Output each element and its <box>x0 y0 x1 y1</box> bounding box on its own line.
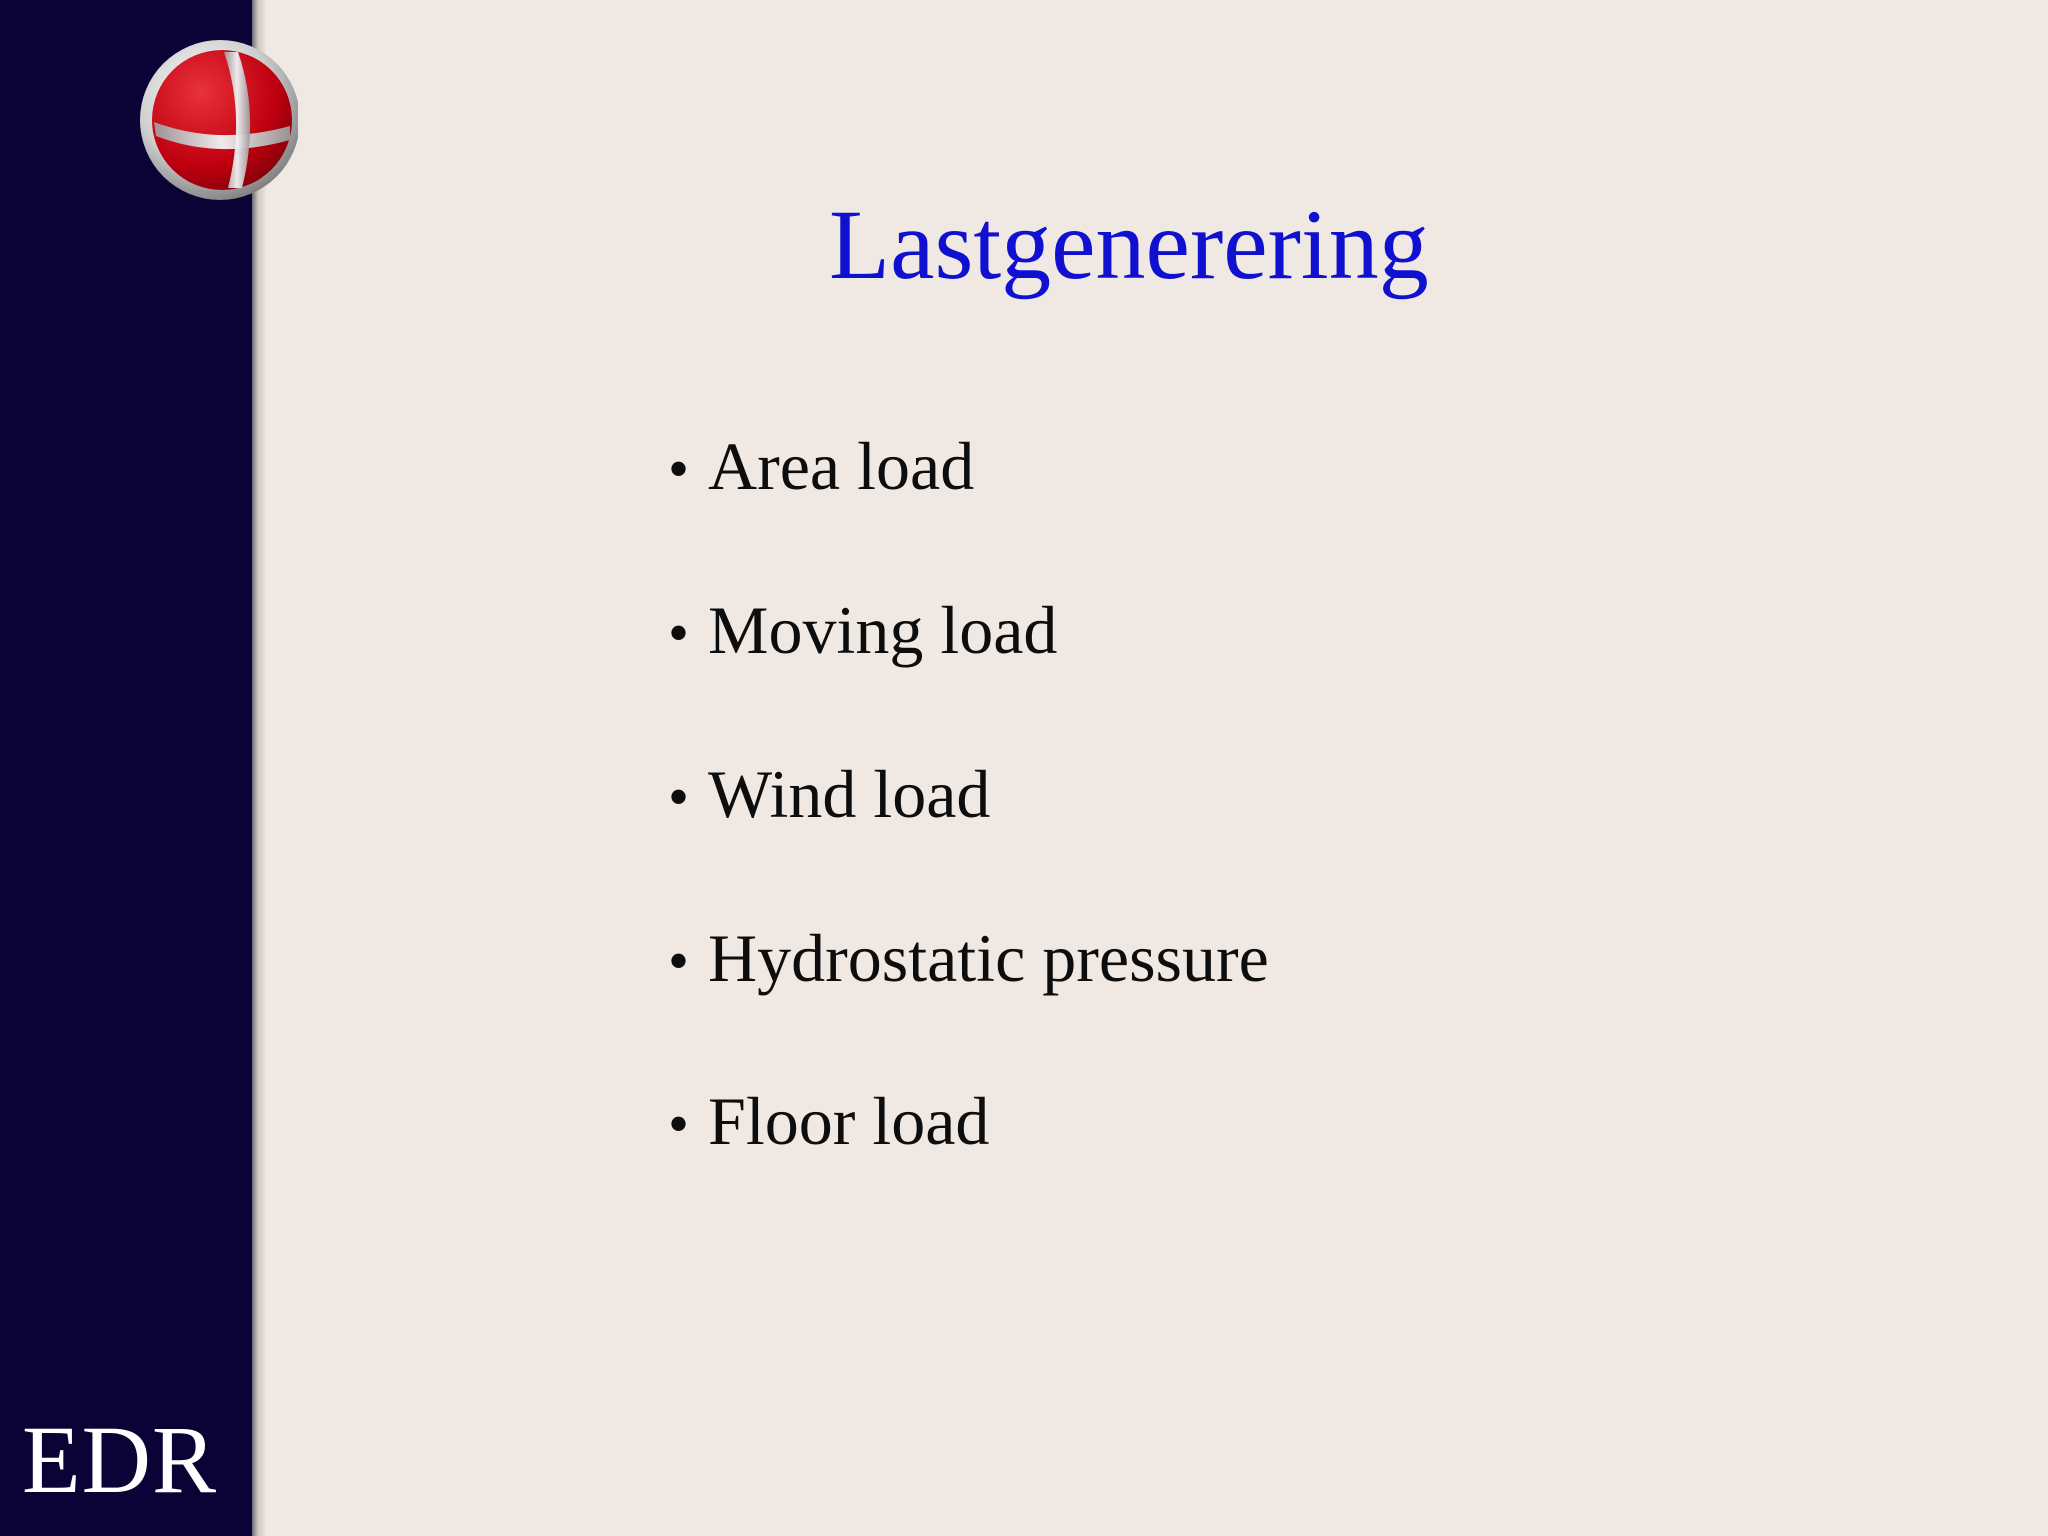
list-item <box>668 756 991 832</box>
list-item <box>668 592 1058 668</box>
bullet-dot: • <box>668 764 690 830</box>
bullet-text: Moving load <box>708 592 1058 668</box>
bullet-dot: • <box>668 928 690 994</box>
sidebar <box>0 0 258 1536</box>
bullet-text: Hydrostatic pressure <box>708 920 1269 996</box>
sidebar-divider <box>252 0 266 1536</box>
list-item <box>668 920 1269 996</box>
list-item <box>668 1083 990 1159</box>
brand-label: EDR <box>22 1406 217 1513</box>
bullet-dot: • <box>668 600 690 666</box>
list-item <box>668 428 975 504</box>
bullet-text: Floor load <box>708 1083 990 1159</box>
red-globe-logo-icon <box>138 36 298 206</box>
bullet-dot: • <box>668 436 690 502</box>
bullet-dot: • <box>668 1091 690 1157</box>
slide-title: Lastgenerering <box>829 189 1429 300</box>
bullet-text: Wind load <box>708 756 991 832</box>
bullet-text: Area load <box>708 428 975 504</box>
